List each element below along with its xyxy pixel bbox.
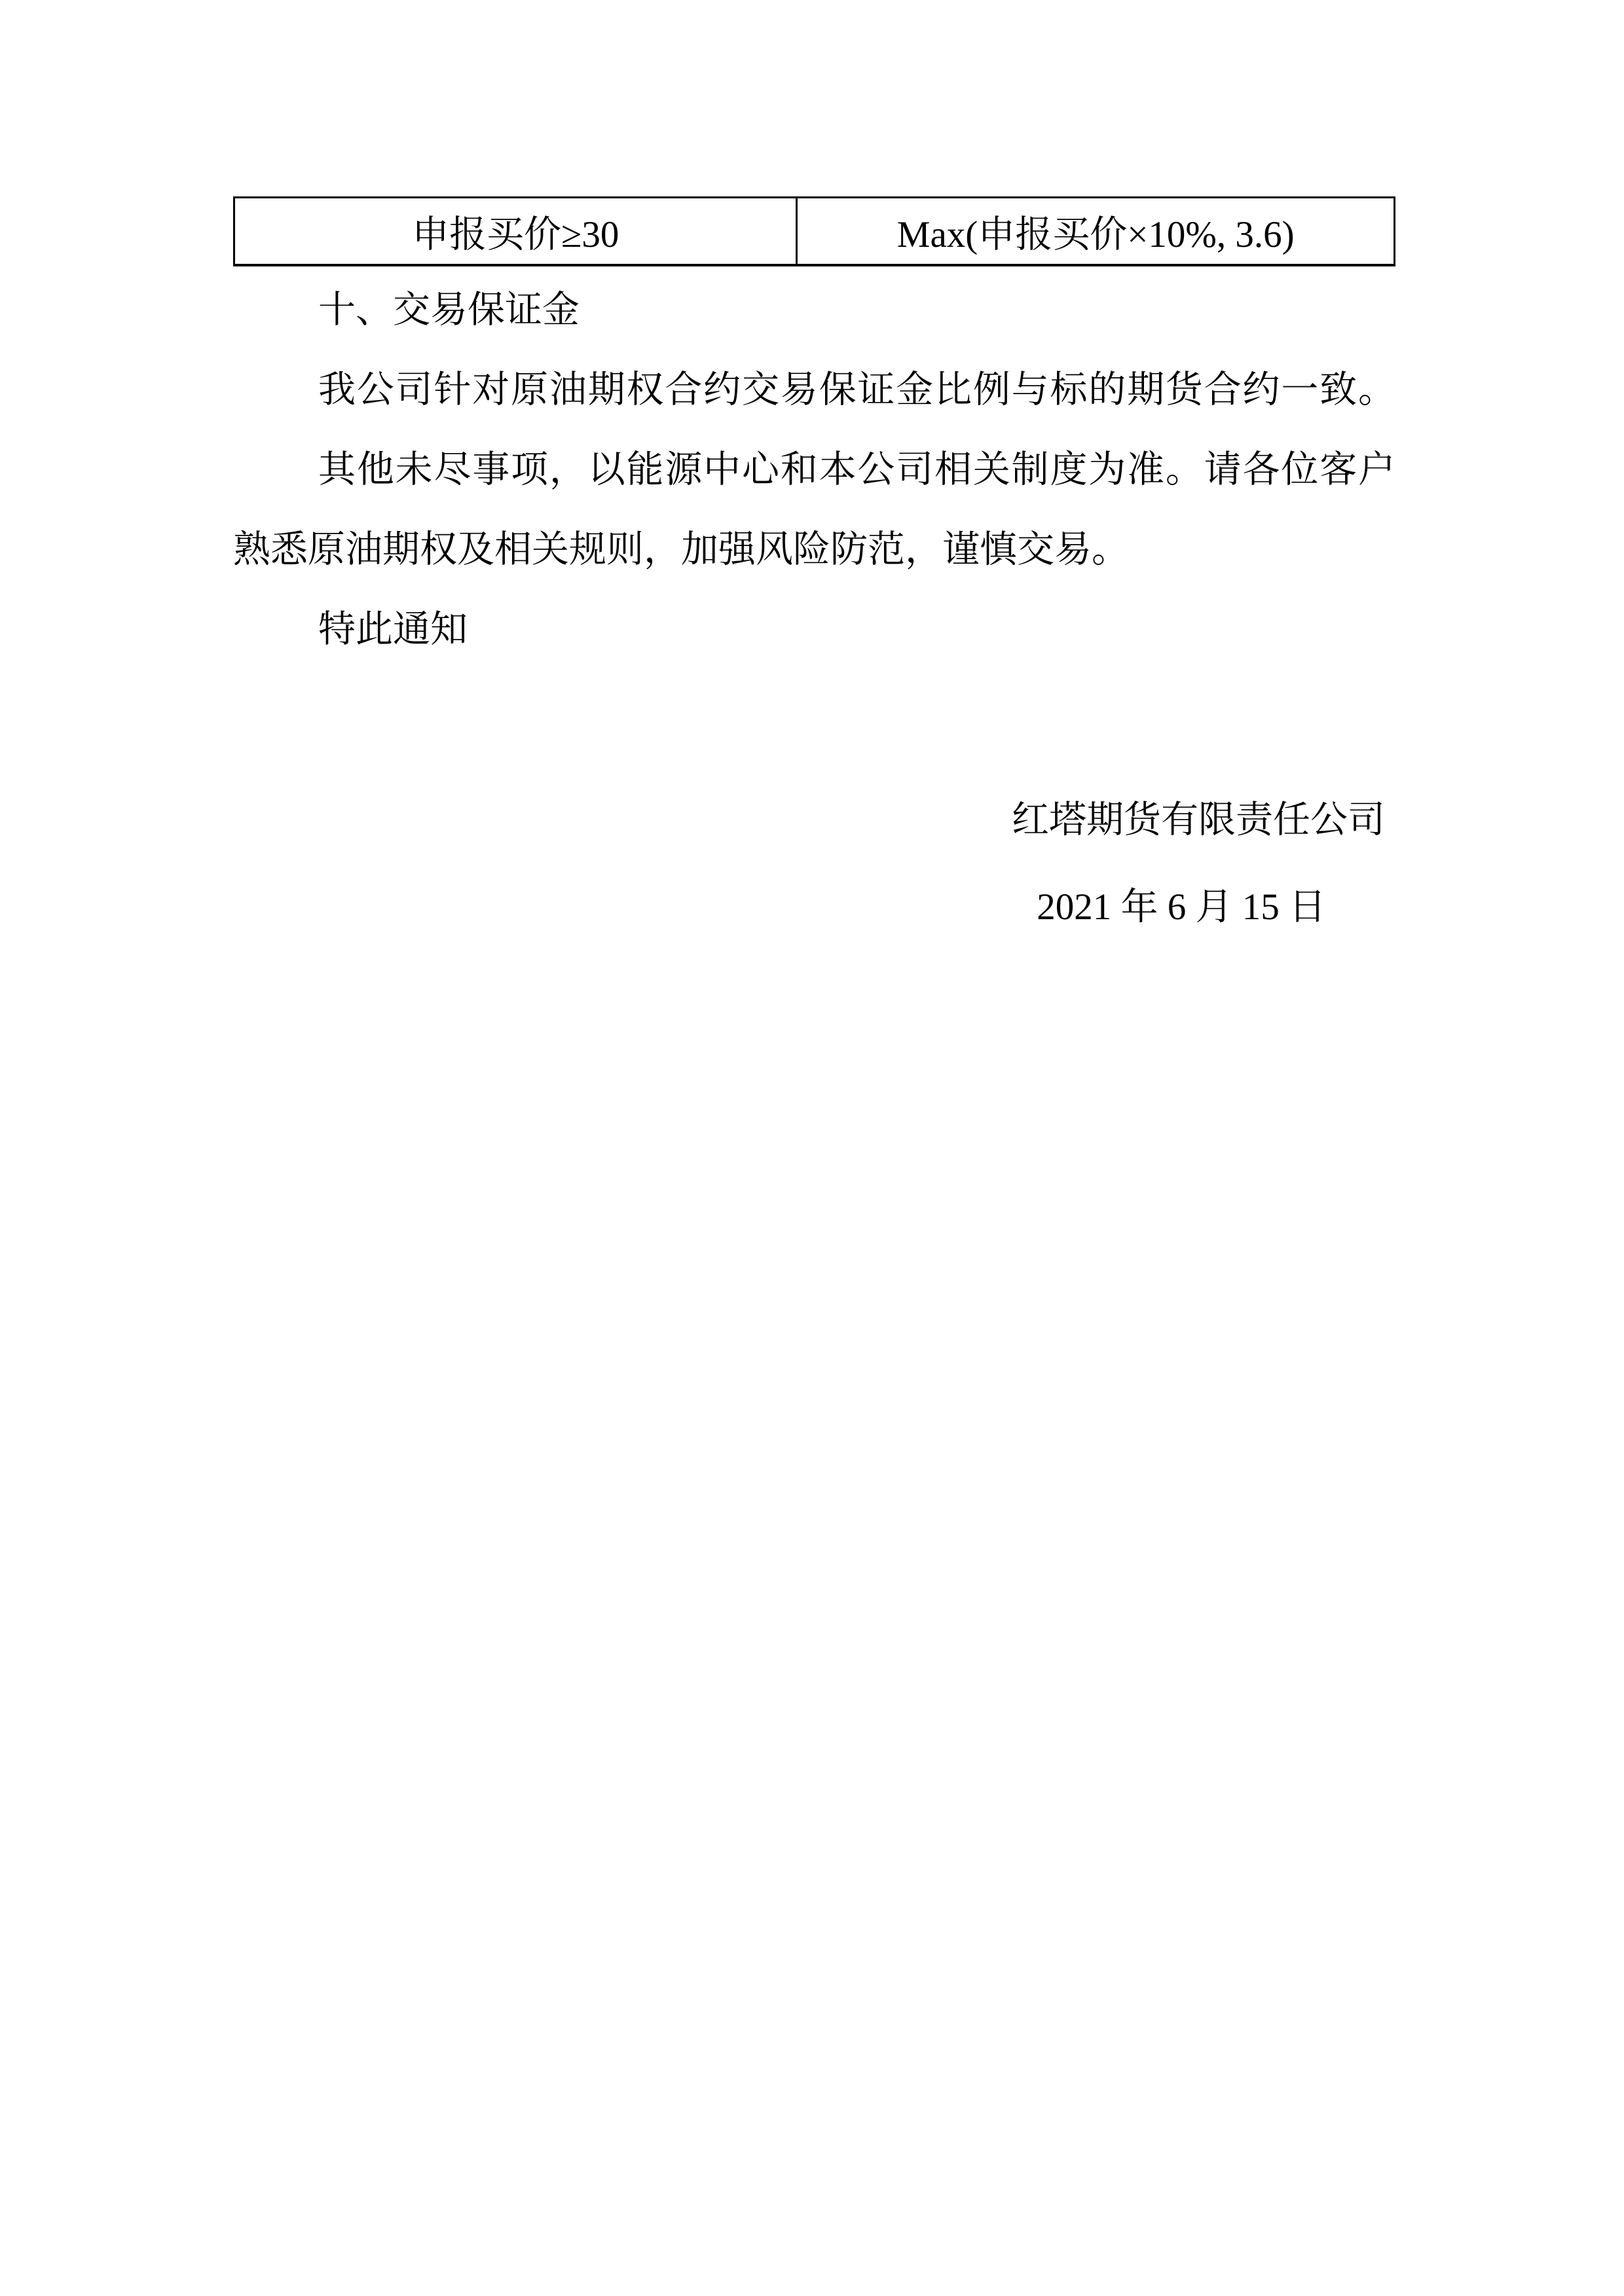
signature-company: 红塔期货有限责任公司 — [1012, 799, 1385, 841]
paragraph-2-line-1: 其他未尽事项，以能源中心和本公司相关制度为准。请各位客户 — [318, 448, 1395, 490]
document-content — [233, 196, 1395, 947]
signature-date: 2021 年 6 月 15 日 — [1037, 886, 1326, 928]
section-heading: 十、交易保证金 — [318, 289, 580, 331]
paragraph-1-line-1: 我公司针对原油期权合约交易保证金比例与标的期货合约一致。 — [318, 369, 1395, 410]
table-cell-condition: 申报买价≥30 — [234, 198, 797, 265]
paragraph-2-line-2: 熟悉原油期权及相关规则，加强风险防范，谨慎交易。 — [233, 528, 1129, 570]
table-row — [234, 198, 1395, 265]
fee-table — [233, 196, 1395, 266]
table-cell-formula: Max(申报买价×10%, 3.6) — [797, 198, 1395, 265]
closing-line: 特此通知 — [318, 608, 468, 650]
